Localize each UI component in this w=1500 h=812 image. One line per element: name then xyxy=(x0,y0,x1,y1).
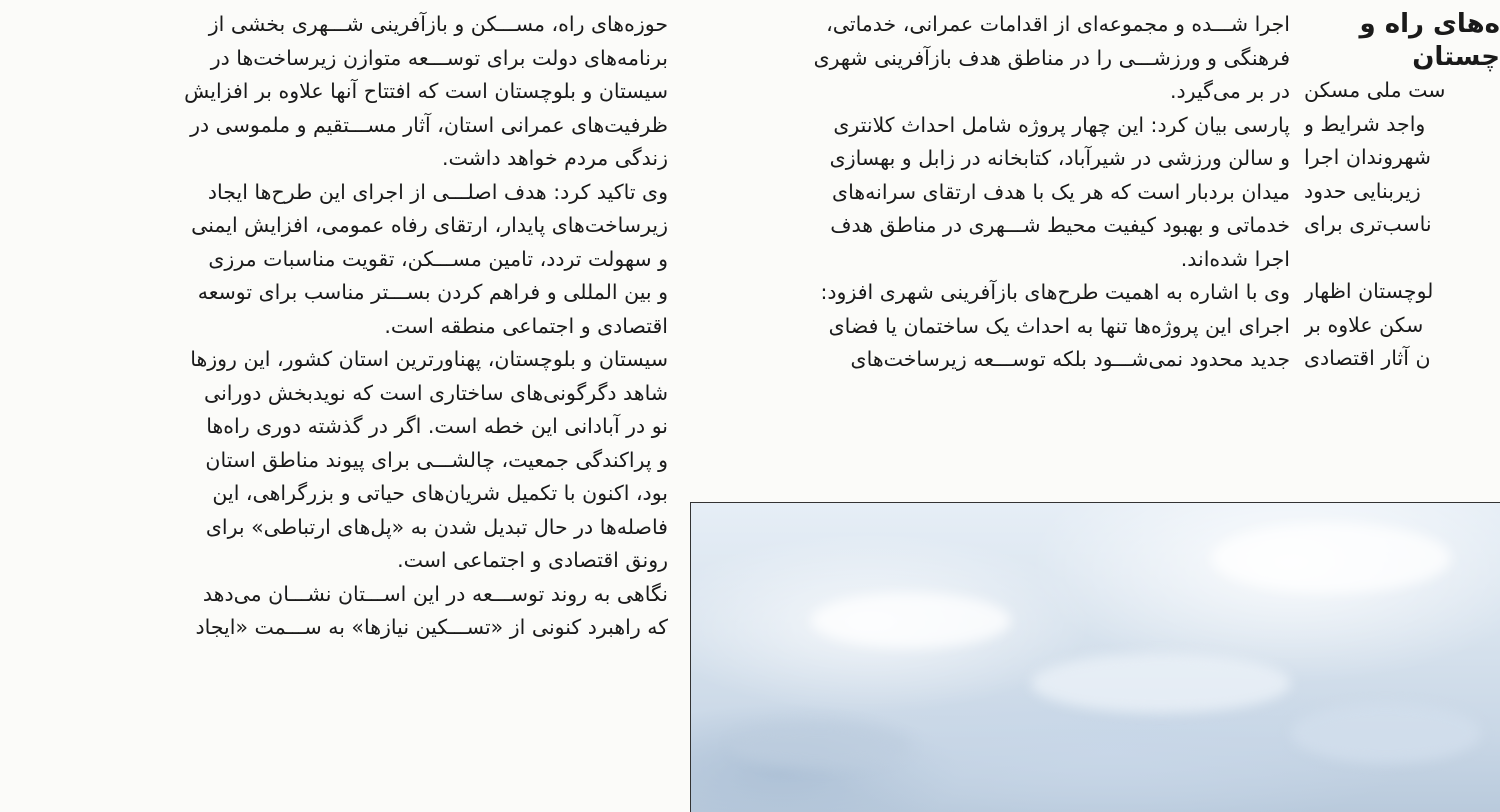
text-line: وی تاکید کرد: هدف اصلـــی از اجرای این طرح‌ها ایجاد xyxy=(207,179,668,204)
article-headline: ه‌های راه و xyxy=(1359,9,1500,39)
text-line: واجد شرایط و xyxy=(1304,111,1426,136)
text-line: میدان بردبار است که هر یک با هدف ارتقای سرانه‌های xyxy=(832,179,1290,204)
text-line: اجرا شـــده و مجموعه‌ای از اقدامات عمرانی، خدماتی، xyxy=(826,12,1290,36)
article-column-left xyxy=(0,8,668,645)
text-line: اقتصادی و اجتماعی منطقه است. xyxy=(384,313,668,338)
article-headline: چستان xyxy=(1412,42,1500,72)
text-line: جدید محدود نمی‌شـــود بلکه توســـعه زیرساخت‌های xyxy=(850,347,1290,371)
text-line: شاهد دگرگونی‌های ساختاری است که نویدبخش دورانی xyxy=(203,380,668,405)
text-line: ظرفیت‌های عمرانی استان، آثار مســـتقیم و ملموسی در xyxy=(190,112,668,137)
text-line: حوزه‌های راه، مســـکن و بازآفرینی شـــهری بخشی از xyxy=(208,12,668,36)
text-line: زیربنایی حدود xyxy=(1304,178,1421,203)
text-line: سیستان و بلوچستان، پهناورترین استان کشور، این روزها xyxy=(190,347,668,371)
article-photo xyxy=(690,502,1500,812)
text-line: پارسی بیان کرد: این چهار پروژه شامل احداث کلانتری xyxy=(833,112,1290,137)
text-line: و بین المللی و فراهم کردن بســـتر مناسب برای توسعه xyxy=(197,280,668,304)
text-line: فاصله‌ها در حال تبدیل شدن به «پل‌های ارتباطی» برای xyxy=(205,514,668,539)
text-line: خدماتی و بهبود کیفیت محیط شـــهری در مناطق هدف xyxy=(830,213,1290,237)
text-line: در بر می‌گیرد. xyxy=(1169,79,1290,103)
text-line: شهروندان اجرا xyxy=(1304,145,1431,169)
text-line: و سهولت تردد، تامین مســـکن، تقویت مناسبات مرزی xyxy=(208,246,668,271)
text-line: سیستان و بلوچستان است که افتتاح آنها علاوه بر افزایش xyxy=(184,79,668,103)
text-line: که راهبرد کنونی از «تســـکین نیازها» به ســـمت «ایجاد xyxy=(195,615,668,639)
text-line: زندگی مردم خواهد داشت. xyxy=(441,146,668,170)
text-line: و سالن ورزشی در شیرآباد، کتابخانه در زابل و بهسازی xyxy=(829,146,1290,170)
text-line: وی با اشاره به اهمیت طرح‌های بازآفرینی شهری افزود: xyxy=(820,280,1290,304)
text-line: اجرای این پروژه‌ها تنها به احداث یک ساختمان یا فضای xyxy=(828,313,1290,338)
text-line: بود، اکنون با تکمیل شریان‌های حیاتی و بزرگراهی، این xyxy=(212,481,668,505)
text-line: و پراکندگی جمعیت، چالشـــی برای پیوند مناطق استان xyxy=(205,447,668,472)
text-line: اجرا شده‌اند. xyxy=(1180,246,1290,271)
text-line: رونق اقتصادی و اجتماعی است. xyxy=(397,548,668,572)
text-line: نو در آبادانی این خطه است. اگر در گذشته دوری راه‌ها xyxy=(206,414,668,438)
text-line: ن آثار اقتصادی xyxy=(1304,346,1431,370)
right-column-body xyxy=(1304,74,1500,376)
text-line: فرهنگی و ورزشـــی را در مناطق هدف بازآفرینی شهری xyxy=(813,45,1290,70)
text-line: برنامه‌های دولت برای توســـعه متوازن زیرساخت‌ها در xyxy=(210,45,668,70)
text-line: لوچستان اظهار xyxy=(1304,279,1434,303)
text-line: ناسب‌تری برای xyxy=(1304,212,1432,236)
text-line: ست ملی مسکن xyxy=(1304,78,1446,102)
text-line xyxy=(1304,242,1500,276)
article-column-right xyxy=(1304,8,1500,376)
text-line: نگاهی به روند توســـعه در این اســـتان نشـــان می‌دهد xyxy=(202,581,668,606)
text-line: زیرساخت‌های پایدار، ارتقای رفاه عمومی، افزایش ایمنی xyxy=(191,213,668,237)
text-line: سکن علاوه بر xyxy=(1304,312,1424,337)
article-column-middle xyxy=(686,8,1290,377)
